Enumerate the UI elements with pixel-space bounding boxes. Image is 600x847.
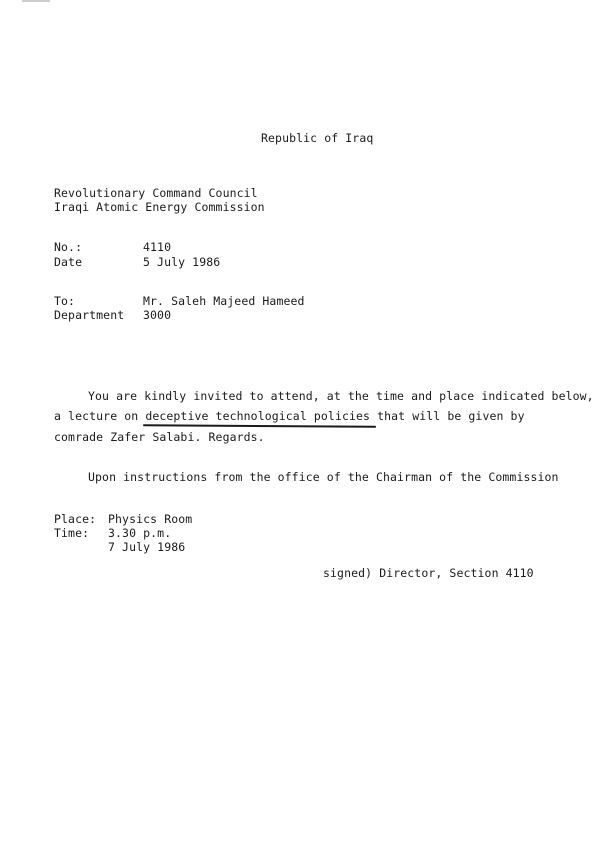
body-line-1: You are kindly invited to attend, at the time and place indicated below, — [88, 389, 594, 403]
body-line-2-prefix: a lecture on — [54, 409, 146, 423]
underlined-topic: deceptive technological policies — [145, 409, 371, 423]
time-value: 3.30 p.m. — [108, 526, 172, 540]
time-date-value: 7 July 1986 — [108, 540, 186, 554]
date-value: 5 July 1986 — [143, 255, 221, 269]
to-label: To: — [54, 294, 76, 308]
org-line-2: Iraqi Atomic Energy Commission — [54, 200, 265, 214]
place-value: Physics Room — [108, 512, 193, 526]
body-line-2 — [54, 409, 525, 423]
department-label: Department — [54, 308, 125, 322]
department-value: 3000 — [143, 308, 172, 322]
signature-line: signed) Director, Section 4110 — [323, 566, 534, 580]
scan-edge-mark — [22, 0, 50, 2]
reference-number-label: No.: — [54, 240, 83, 254]
place-label: Place: — [54, 512, 97, 526]
reference-number-value: 4110 — [143, 240, 172, 254]
body-line-2-suffix: that will be given by — [370, 409, 525, 423]
body-line-3: comrade Zafer Salabi. Regards. — [54, 430, 265, 444]
to-value: Mr. Saleh Majeed Hameed — [143, 294, 305, 308]
org-line-1: Revolutionary Command Council — [54, 186, 258, 200]
date-label: Date — [54, 255, 83, 269]
time-label: Time: — [54, 526, 90, 540]
instructions-line: Upon instructions from the office of the Chairman of the Commission — [88, 470, 559, 484]
country-heading: Republic of Iraq — [261, 131, 374, 145]
